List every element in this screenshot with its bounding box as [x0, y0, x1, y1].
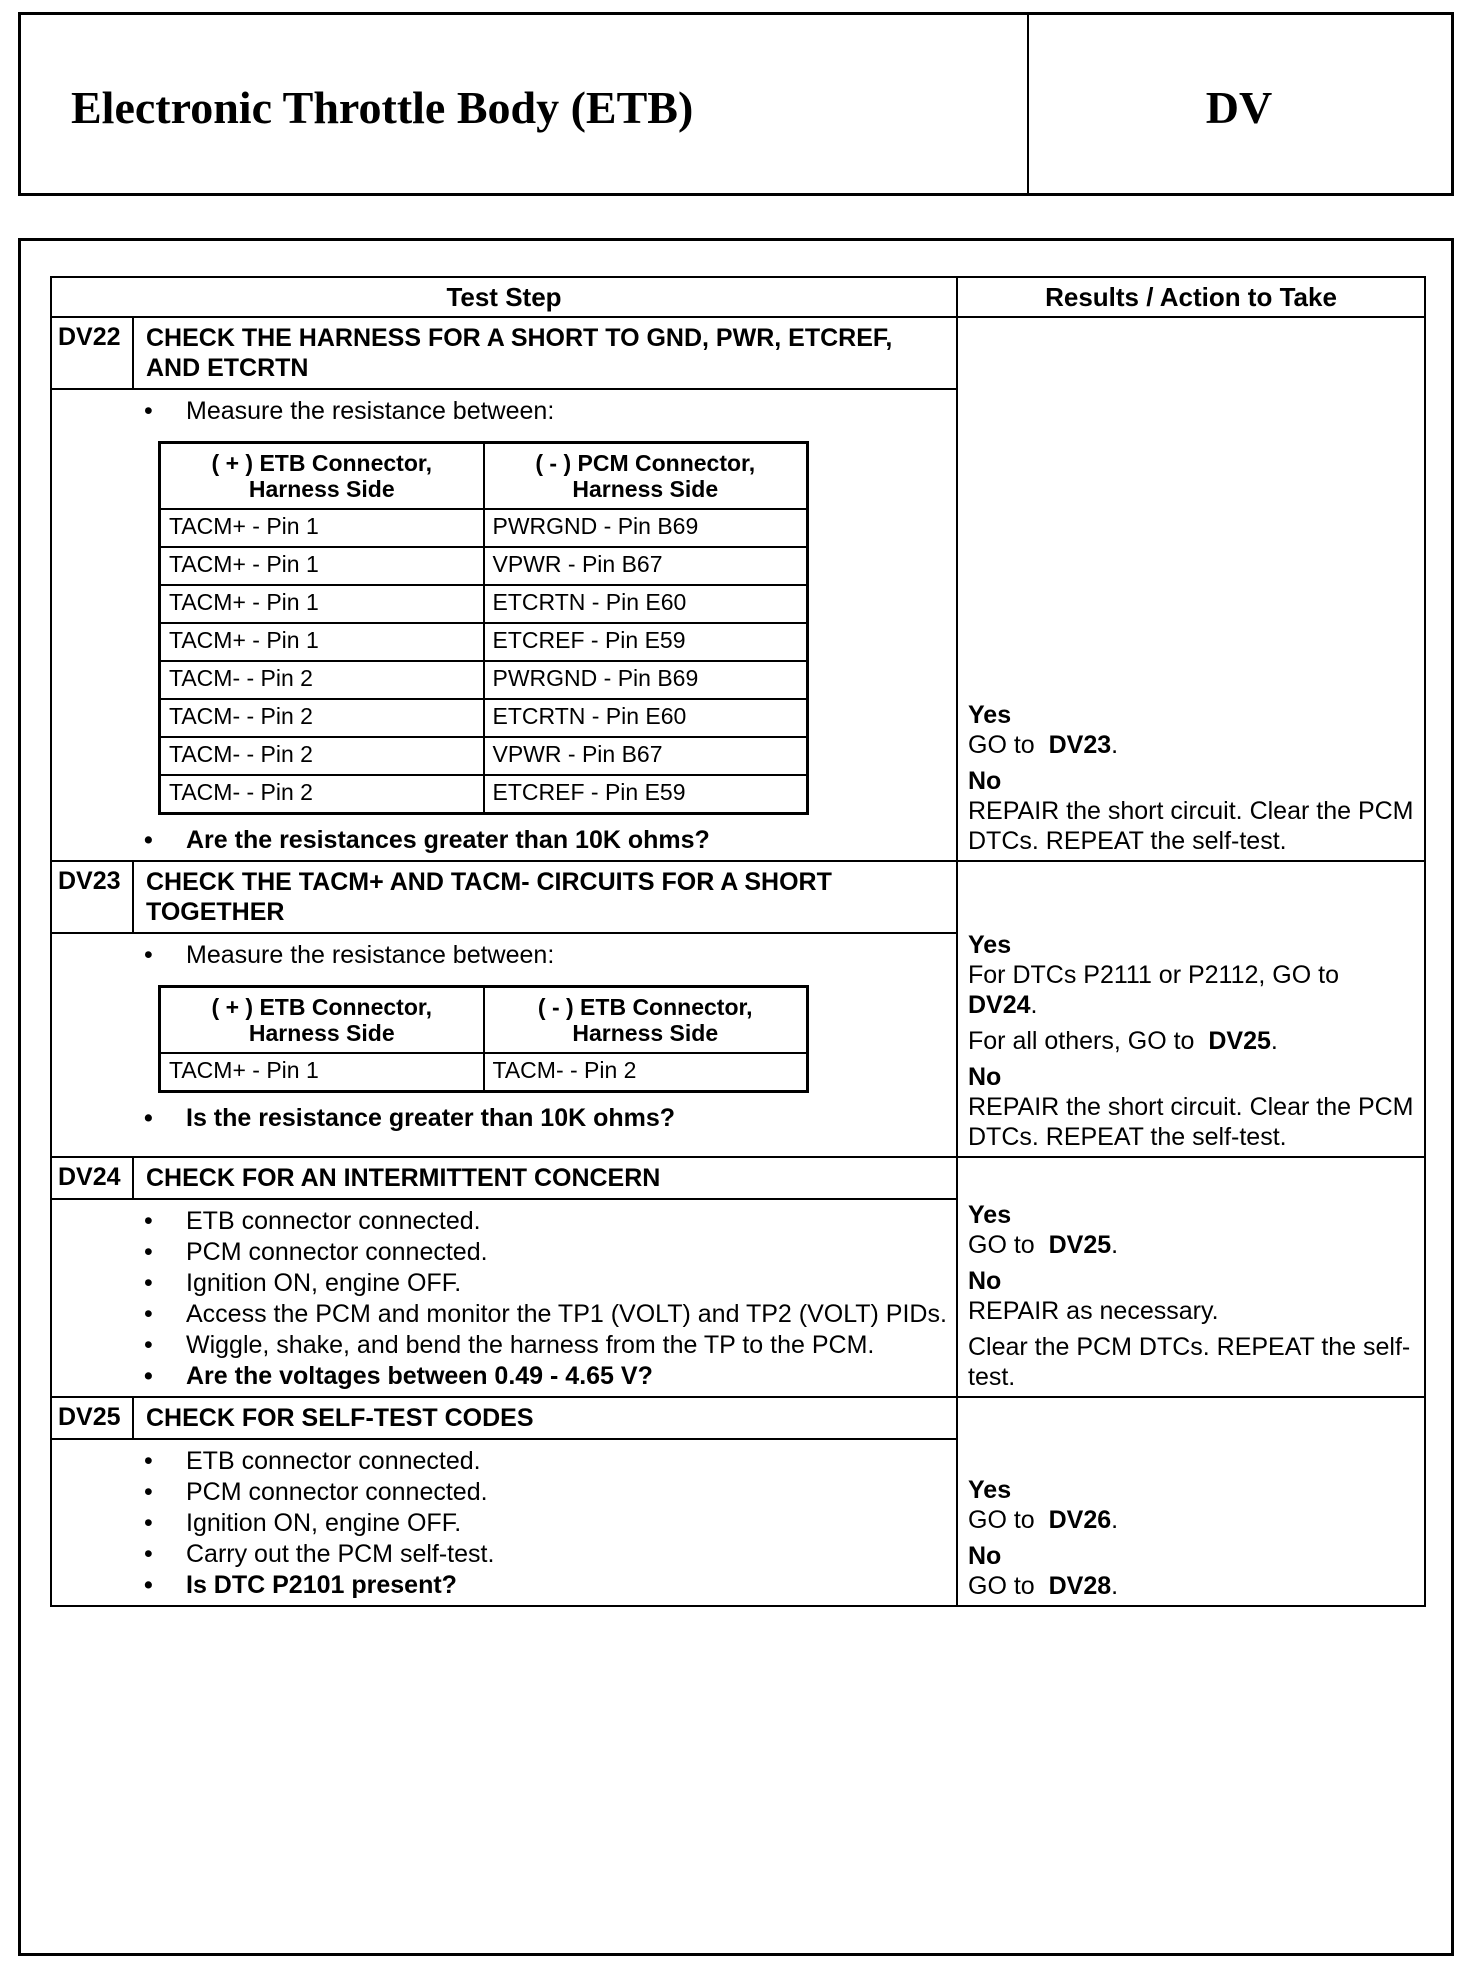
table-cell: PWRGND - Pin B69	[484, 509, 808, 547]
no-label: No	[968, 1267, 1002, 1295]
yes-text: GO to	[968, 1231, 1035, 1259]
step-cell	[51, 1397, 957, 1606]
resistance-table	[158, 985, 809, 1093]
step-title: CHECK THE TACM+ AND TACM- CIRCUITS FOR A SHORT TOGETHER	[146, 868, 832, 926]
result-cell: Yes GO to DV25. No REPAIR as necessary. Clear the PCM DTCs. REPEAT the self-test.	[957, 1157, 1425, 1397]
table-row	[160, 737, 808, 775]
page-title: Electronic Throttle Body (ETB)	[71, 82, 694, 133]
step-row-dv24	[51, 1157, 1425, 1397]
step-id: DV25	[52, 1398, 134, 1438]
table-cell: TACM- - Pin 2	[160, 775, 484, 814]
list-item: • Ignition ON, engine OFF.	[144, 1268, 956, 1299]
no-text: REPAIR the short circuit. Clear the PCM DTCs. REPEAT the self-test.	[968, 1093, 1414, 1151]
result-cell: Yes GO to DV26. No GO to DV28.	[957, 1397, 1425, 1606]
step-row-dv25	[51, 1397, 1425, 1606]
no-label: No	[968, 1063, 1002, 1091]
table-cell: TACM+ - Pin 1	[160, 623, 484, 661]
table-cell: VPWR - Pin B67	[484, 737, 808, 775]
yes-text-2: For all others, GO to	[968, 1027, 1195, 1055]
no-target: DV28	[1048, 1572, 1112, 1600]
result-cell: Yes GO to DV23. No REPAIR the short circuit. Clear the PCM DTCs. REPEAT the self-test.	[957, 317, 1425, 861]
yes-label: Yes	[968, 931, 1012, 959]
yes-target: DV26	[1048, 1506, 1112, 1534]
yes-label: Yes	[968, 1201, 1012, 1229]
step-cell	[51, 317, 957, 861]
list-item: • Access the PCM and monitor the TP1 (VOLT) and TP2 (VOLT) PIDs.	[144, 1299, 956, 1330]
table-row	[160, 775, 808, 814]
yes-target: DV23	[1048, 731, 1112, 759]
list-item: • Carry out the PCM self-test.	[144, 1539, 956, 1570]
no-text: REPAIR as necessary.	[968, 1297, 1219, 1325]
table-cell: ETCRTN - Pin E60	[484, 699, 808, 737]
step-cell	[51, 1157, 957, 1397]
step-body	[52, 1440, 956, 1605]
step-question: • Are the voltages between 0.49 - 4.65 V?	[144, 1361, 956, 1392]
sub-header-right: ( - ) PCM Connector, Harness Side	[484, 443, 808, 510]
table-row	[160, 661, 808, 699]
step-header	[52, 1398, 956, 1440]
yes-text: GO to	[968, 1506, 1035, 1534]
list-item: • ETB connector connected.	[144, 1206, 956, 1237]
yes-target: DV25	[1048, 1231, 1112, 1259]
table-cell: TACM+ - Pin 1	[160, 547, 484, 585]
table-cell: TACM- - Pin 2	[160, 699, 484, 737]
step-header	[52, 862, 956, 934]
table-cell: TACM+ - Pin 1	[160, 509, 484, 547]
yes-label: Yes	[968, 701, 1012, 729]
no-text: REPAIR the short circuit. Clear the PCM DTCs. REPEAT the self-test.	[968, 797, 1414, 855]
result-cell: Yes For DTCs P2111 or P2112, GO to DV24. For all others, GO to DV25. No REPAIR the short circuit. Clear the PCM DTCs. REPEAT the self-test.	[957, 861, 1425, 1157]
test-step-table	[50, 276, 1426, 1607]
table-cell: TACM- - Pin 2	[484, 1053, 808, 1092]
list-item: • Ignition ON, engine OFF.	[144, 1508, 956, 1539]
yes-text: GO to	[968, 731, 1035, 759]
table-row	[160, 509, 808, 547]
list-item: • PCM connector connected.	[144, 1477, 956, 1508]
table-header-row	[51, 277, 1425, 317]
table-cell: TACM- - Pin 2	[160, 661, 484, 699]
table-cell: TACM+ - Pin 1	[160, 1053, 484, 1092]
table-cell: PWRGND - Pin B69	[484, 661, 808, 699]
table-cell: ETCREF - Pin E59	[484, 623, 808, 661]
list-item: • Measure the resistance between:	[144, 940, 956, 971]
step-id: DV23	[52, 862, 134, 932]
step-question: • Are the resistances greater than 10K ohms?	[144, 825, 956, 856]
table-row	[160, 699, 808, 737]
list-item: • ETB connector connected.	[144, 1446, 956, 1477]
step-header	[52, 318, 956, 390]
table-row	[160, 1053, 808, 1092]
resistance-table	[158, 441, 809, 815]
col-header-results: Results / Action to Take	[957, 277, 1425, 317]
col-header-test-step: Test Step	[51, 277, 957, 317]
table-row	[160, 547, 808, 585]
list-item: • PCM connector connected.	[144, 1237, 956, 1268]
table-cell: ETCREF - Pin E59	[484, 775, 808, 814]
no-text: GO to	[968, 1572, 1035, 1600]
header-box	[18, 12, 1454, 196]
step-title: CHECK FOR AN INTERMITTENT CONCERN	[146, 1164, 661, 1192]
step-row-dv22	[51, 317, 1425, 861]
yes-text: For DTCs P2111 or P2112, GO to	[968, 961, 1339, 989]
sub-header-left: ( + ) ETB Connector, Harness Side	[160, 443, 484, 510]
step-body	[52, 934, 956, 1156]
step-id: DV22	[52, 318, 134, 388]
step-row-dv23	[51, 861, 1425, 1157]
table-row	[160, 585, 808, 623]
yes-target: DV24	[968, 991, 1031, 1019]
step-body	[52, 390, 956, 860]
step-question: • Is DTC P2101 present?	[144, 1570, 956, 1601]
step-cell	[51, 861, 957, 1157]
step-question: • Is the resistance greater than 10K ohms?	[144, 1103, 956, 1134]
step-title: CHECK THE HARNESS FOR A SHORT TO GND, PWR, ETCREF, AND ETCRTN	[146, 324, 893, 382]
section-code: DV	[1205, 82, 1273, 133]
list-item: • Measure the resistance between:	[144, 396, 956, 427]
table-row	[160, 623, 808, 661]
step-id: DV24	[52, 1158, 134, 1198]
sub-header-left: ( + ) ETB Connector, Harness Side	[160, 987, 484, 1054]
no-label: No	[968, 767, 1002, 795]
table-cell: VPWR - Pin B67	[484, 547, 808, 585]
sub-header-right: ( - ) ETB Connector, Harness Side	[484, 987, 808, 1054]
yes-target-2: DV25	[1208, 1027, 1271, 1055]
list-item: • Wiggle, shake, and bend the harness from the TP to the PCM.	[144, 1330, 956, 1361]
table-cell: ETCRTN - Pin E60	[484, 585, 808, 623]
step-header	[52, 1158, 956, 1200]
table-cell: TACM+ - Pin 1	[160, 585, 484, 623]
yes-label: Yes	[968, 1476, 1012, 1504]
step-body	[52, 1200, 956, 1396]
table-cell: TACM- - Pin 2	[160, 737, 484, 775]
no-text-2: Clear the PCM DTCs. REPEAT the self-test.	[968, 1333, 1411, 1391]
no-label: No	[968, 1542, 1002, 1570]
step-title: CHECK FOR SELF-TEST CODES	[146, 1404, 534, 1432]
